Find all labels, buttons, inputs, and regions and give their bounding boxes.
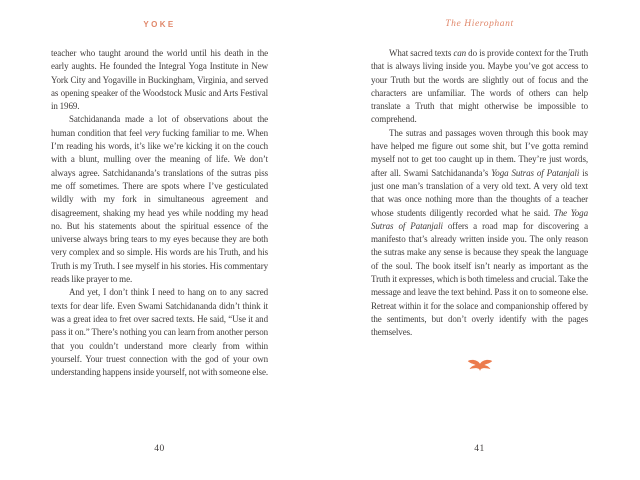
paragraph: The sutras and passages woven through this book may have helped me figure out some shit, but I’ve gotta remind myself not to get too caught up in them. They’re just words, after all. Swami Satchidananda’s Yoga Sutras of Patanjali is just one man’s translation of a very old text. A very old text that was once nothing more than the thoughts of a teacher whose students diligently recorded what he said. The Yoga Sutras of Patanjali offers a road map for discovering a manifesto that’s already written inside you. The only reason the sutras make any sense is because they speak the language of the soul. The book itself isn’t nearly as important as the Truth it expresses, which is both timeless and crucial. Take the message and leave the text behind. Pass it on to someone else. Retreat within it for the solace and companionship offered by the sentiments, but don’t overly identify with the pages themselves.: [371, 127, 589, 338]
paragraph: teacher who taught around the world until his death in the early aughts. He founded the Integral Yoga Institute in New York City and Yogaville in Buckingham, Virginia, and served as opening speaker of the Woodstock Music and Arts Festival in 1969.: [51, 48, 268, 112]
right-page-body: [371, 47, 588, 340]
running-head-right: The Hierophant: [445, 19, 514, 29]
paragraph: Satchidananda made a lot of observations about the human condition that feel very fucking familiar to me. When I’m reading his words, it’s like we’re kicking it on the couch with a blunt, mulling over the meaning of life. We don’t always agree. Satchidananda’s translations of the sutras piss me off sometimes. There are spots where I’ve gesticulated wildly with my fork in simultaneous agreement and disagreement, shaking my head yes while nodding my head no. But his statements about the spiritual essence of the universe always bring tears to my eyes because they are both very complex and so simple. His words are his Truth, and his Truth is my Truth. I see myself in his stories. His commentary reads like prayer to me.: [51, 114, 268, 285]
paragraph: What sacred texts can do is provide context for the Truth that is always living inside you. Maybe you’ve got access to your Truth but the words are slightly out of focus and the characters are unfamiliar. The words of others can help translate a Truth that might otherwise be impossible to comprehend.: [371, 48, 588, 125]
moth-ornament-icon: [371, 358, 588, 377]
right-page: [320, 0, 640, 480]
paragraph: And yet, I don’t think I need to hang on to any sacred texts for dear life. Even Swami Satchidananda didn’t think it was a great idea to fret over sacred texts. He said, “Use it and pass it on.” There’s nothing you can learn from another person that you couldn’t understand more clearly from within yourself. Your truest connection with the god of your own understanding happens inside yourself, not with someone else.: [51, 287, 269, 378]
left-page-body: [51, 47, 268, 379]
page-number-right: 41: [474, 444, 485, 454]
running-head-left: YOKE: [143, 20, 176, 29]
page-number-left: 40: [154, 444, 165, 454]
